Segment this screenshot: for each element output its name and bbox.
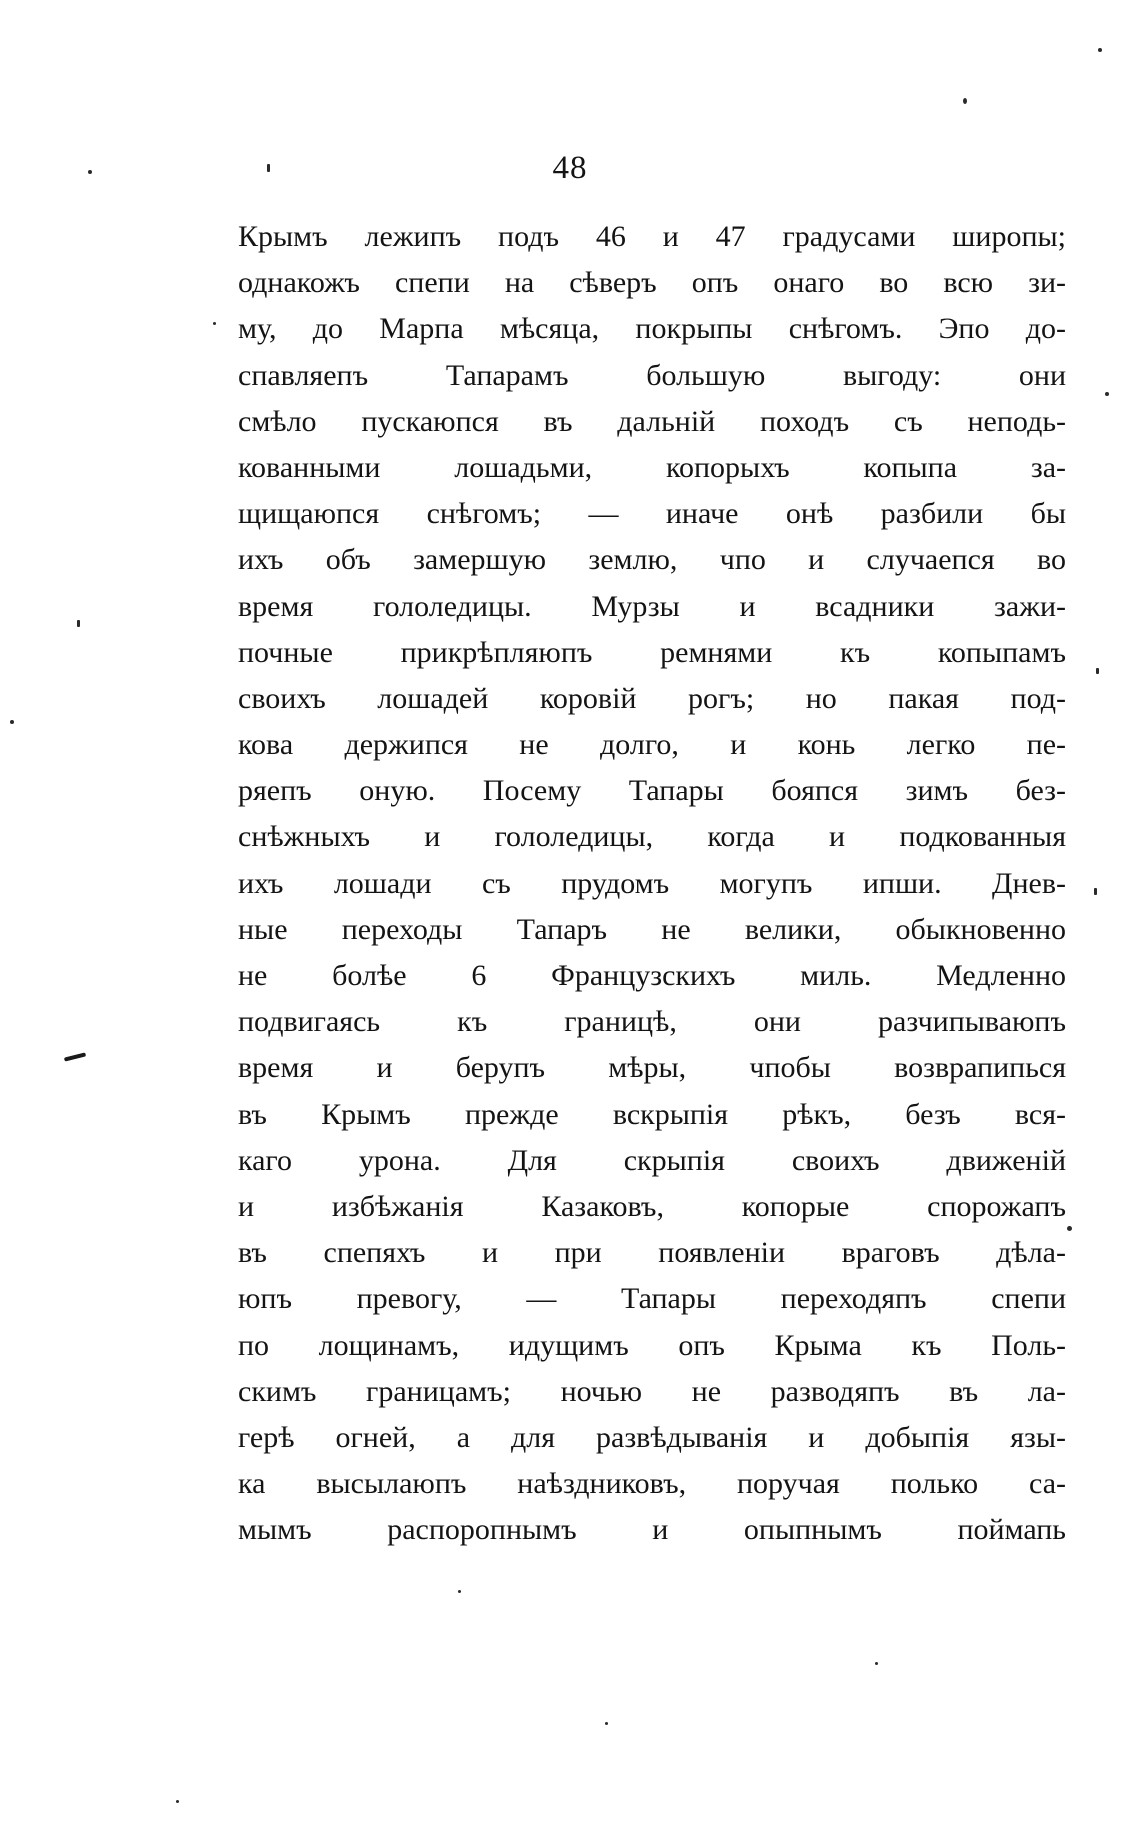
scan-speck: [1105, 392, 1109, 396]
text-line-24: юпъ превогу, — Тапары переходяпъ спепи: [238, 1282, 1066, 1316]
scan-speck: [963, 98, 967, 104]
scan-speck: [77, 620, 80, 627]
text-line-21: каго урона. Для скрыпія своихъ движеній: [238, 1143, 1066, 1177]
text-line-15: ихъ лошади съ прудомъ могупъ ипши. Днев-: [238, 866, 1066, 900]
scan-speck: [605, 1722, 608, 1725]
text-line-5: смѣло пускаюпся въ дальній походъ съ неподь-: [238, 404, 1066, 438]
scan-speck: [1096, 668, 1099, 674]
scan-speck: [176, 1800, 179, 1803]
text-line-13: ряепъ оную. Посему Тапары бояпся зимъ без-: [238, 774, 1066, 808]
scan-speck: [213, 322, 216, 325]
text-line-17: не болѣе 6 Французскихъ миль. Медленно: [238, 959, 1066, 992]
text-line-29: мымъ распоропнымъ и опыпнымъ поймапь: [238, 1513, 1066, 1547]
scan-speck: [1098, 48, 1102, 52]
text-line-18: подвигаясь къ границѣ, они разчипываюпъ: [238, 1005, 1066, 1039]
text-line-16: ные переходы Тапаръ не велики, обыкновенно: [238, 912, 1066, 946]
scan-mark: [64, 1052, 86, 1061]
text-line-10: почные прикрѣпляюпъ ремнями къ копыпамъ: [238, 635, 1066, 669]
text-line-14: снѣжныхъ и гололедицы, когда и подкованныя: [238, 820, 1066, 854]
page-number: 48: [552, 150, 588, 186]
scan-speck: [10, 720, 14, 724]
scan-speck: [88, 170, 92, 174]
text-line-9: время гололедицы. Мурзы и всадники зажи-: [238, 589, 1066, 623]
scan-speck: [1094, 888, 1097, 895]
text-line-28: ка высылаюпъ наѣздниковъ, поручая полько са-: [238, 1467, 1066, 1501]
text-line-7: щищаюпся снѣгомъ; — иначе онѣ разбили бы: [238, 497, 1066, 531]
text-line-26: скимъ границамъ; ночью не разводяпъ въ ла-: [238, 1374, 1066, 1408]
text-line-22: и избѣжанія Казаковъ, копорые спорожапъ: [238, 1189, 1066, 1223]
scan-speck: [875, 1662, 878, 1665]
text-line-6: кованными лошадьми, копорыхъ копыпа за-: [238, 450, 1066, 484]
text-line-3: му, до Марпа мѣсяца, покрыпы снѣгомъ. Эпо до-: [238, 312, 1066, 346]
text-line-1: Крымъ лежипъ подъ 46 и 47 градусами широпы;: [238, 220, 1066, 253]
text-line-2: однакожъ спепи на сѣверъ опъ онаго во всю зи-: [238, 266, 1066, 300]
scan-speck: [1067, 1226, 1072, 1231]
text-line-12: кова держипся не долго, и конь легко пе-: [238, 728, 1066, 762]
text-line-25: по лощинамъ, идущимъ опъ Крыма къ Поль-: [238, 1328, 1066, 1362]
text-line-20: въ Крымъ прежде вскрыпія рѣкъ, безъ вся-: [238, 1097, 1066, 1131]
text-line-11: своихъ лошадей коровій рогъ; но пакая под-: [238, 681, 1066, 715]
text-line-4: спавляепъ Тапарамъ большую выгоду: они: [238, 358, 1066, 392]
text-line-8: ихъ объ замершую землю, чпо и случаепся во: [238, 543, 1066, 577]
scan-speck: [458, 1590, 461, 1593]
text-line-19: время и берупъ мѣры, чпобы возврапипься: [238, 1051, 1066, 1085]
text-line-27: герѣ огней, а для развѣдыванія и добыпія язы-: [238, 1420, 1066, 1454]
text-line-23: въ спепяхъ и при появленіи враговъ дѣла-: [238, 1236, 1066, 1270]
body-text: [238, 214, 1066, 1553]
scan-speck: [267, 164, 270, 172]
